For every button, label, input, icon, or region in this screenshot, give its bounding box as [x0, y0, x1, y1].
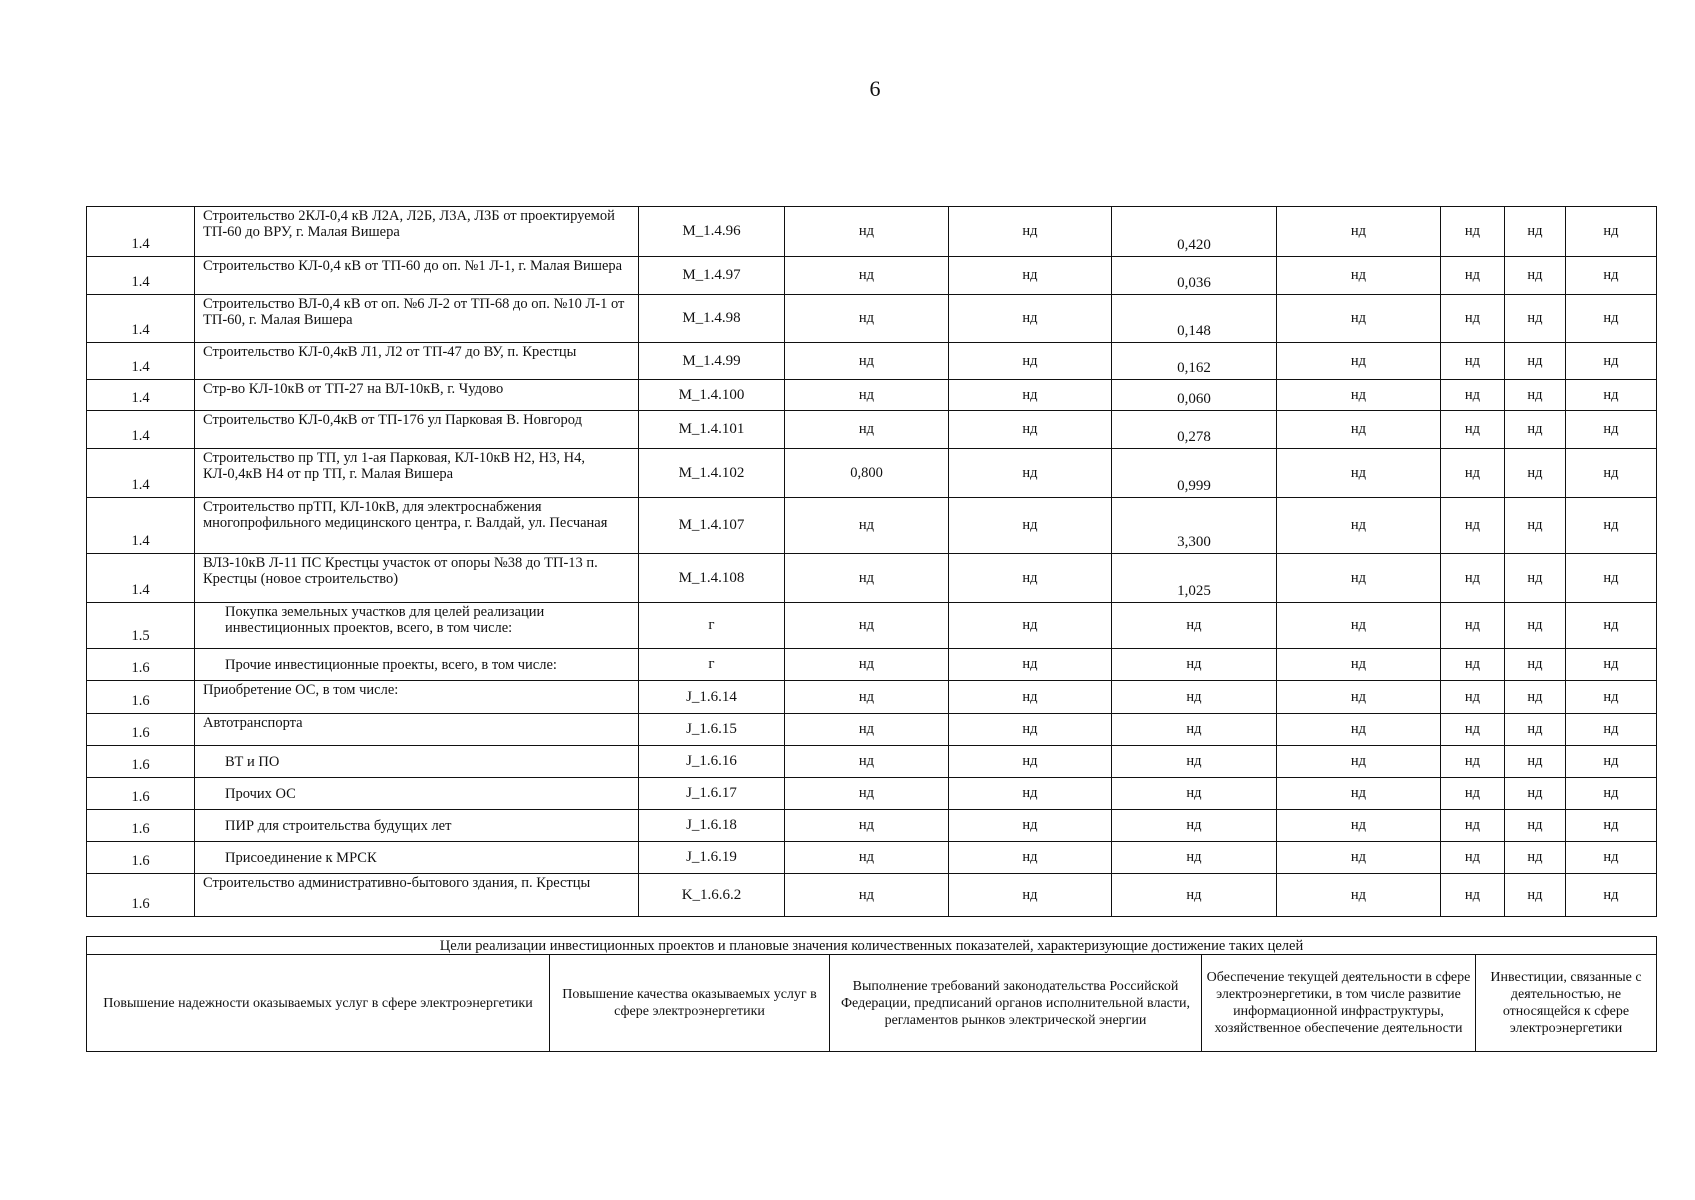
- table-row: [87, 778, 1657, 810]
- row-number: 1.4: [87, 380, 195, 411]
- value-cell: нд: [1566, 842, 1657, 874]
- project-code: М_1.4.102: [639, 449, 785, 498]
- page-number: 6: [869, 76, 881, 101]
- value-cell: нд: [1505, 649, 1566, 681]
- value-cell: нд: [785, 746, 949, 778]
- value-cell: нд: [949, 207, 1112, 257]
- value-cell: нд: [1441, 681, 1505, 714]
- value-cell: нд: [1566, 498, 1657, 554]
- row-number: 1.6: [87, 810, 195, 842]
- value-cell: нд: [785, 498, 949, 554]
- value-cell: нд: [1505, 681, 1566, 714]
- value-cell: нд: [1441, 714, 1505, 746]
- row-number: 1.6: [87, 714, 195, 746]
- value-cell: 0,420: [1112, 207, 1277, 257]
- project-code: J_1.6.18: [639, 810, 785, 842]
- value-cell: нд: [949, 295, 1112, 343]
- value-cell: нд: [785, 257, 949, 295]
- value-cell: нд: [1441, 778, 1505, 810]
- value-cell: нд: [1277, 207, 1441, 257]
- row-number: 1.4: [87, 343, 195, 380]
- project-name: Прочие инвестиционные проекты, всего, в том числе:: [195, 649, 639, 681]
- value-cell: нд: [1277, 257, 1441, 295]
- value-cell: нд: [1566, 714, 1657, 746]
- table-row: [87, 295, 1657, 343]
- row-number: 1.4: [87, 295, 195, 343]
- value-cell: нд: [1277, 449, 1441, 498]
- value-cell: нд: [1505, 714, 1566, 746]
- table-row: [87, 810, 1657, 842]
- value-cell: нд: [1441, 842, 1505, 874]
- table-row: [87, 874, 1657, 917]
- table-row: [87, 257, 1657, 295]
- project-name: ПИР для строительства будущих лет: [195, 810, 639, 842]
- row-number: 1.6: [87, 842, 195, 874]
- project-name: Покупка земельных участков для целей реализации инвестиционных проектов, всего, в том числе:: [195, 603, 639, 649]
- value-cell: 0,162: [1112, 343, 1277, 380]
- value-cell: нд: [1505, 257, 1566, 295]
- project-code: J_1.6.15: [639, 714, 785, 746]
- value-cell: нд: [1112, 681, 1277, 714]
- value-cell: 0,278: [1112, 411, 1277, 449]
- row-number: 1.4: [87, 449, 195, 498]
- value-cell: нд: [1277, 810, 1441, 842]
- table-row: [87, 498, 1657, 554]
- goals-table: [86, 936, 1657, 1052]
- value-cell: нд: [1566, 810, 1657, 842]
- project-name: Строительство 2КЛ-0,4 кВ Л2А, Л2Б, Л3А, Л3Б от проектируемой ТП-60 до ВРУ, г. Малая Вишера: [195, 207, 639, 257]
- table-row: [87, 746, 1657, 778]
- value-cell: нд: [1566, 380, 1657, 411]
- value-cell: нд: [785, 714, 949, 746]
- value-cell: нд: [1441, 449, 1505, 498]
- value-cell: нд: [1505, 874, 1566, 917]
- value-cell: нд: [1566, 449, 1657, 498]
- value-cell: нд: [949, 498, 1112, 554]
- value-cell: нд: [1112, 842, 1277, 874]
- project-code: J_1.6.16: [639, 746, 785, 778]
- value-cell: нд: [949, 681, 1112, 714]
- project-name: Строительство прТП, КЛ-10кВ, для электроснабжения многопрофильного медицинского центра, г. Валдай, ул. Песчаная: [195, 498, 639, 554]
- value-cell: нд: [949, 449, 1112, 498]
- project-name: Стр-во КЛ-10кВ от ТП-27 на ВЛ-10кВ, г. Чудово: [195, 380, 639, 411]
- value-cell: нд: [1566, 295, 1657, 343]
- row-number: 1.6: [87, 649, 195, 681]
- value-cell: нд: [1277, 649, 1441, 681]
- value-cell: нд: [1441, 746, 1505, 778]
- value-cell: нд: [1277, 778, 1441, 810]
- goal-non-energy-investments: Инвестиции, связанные с деятельностью, не относящейся к сфере электроэнергетики: [1476, 955, 1657, 1052]
- row-number: 1.4: [87, 411, 195, 449]
- value-cell: нд: [1277, 746, 1441, 778]
- table-row: [87, 681, 1657, 714]
- project-code: J_1.6.17: [639, 778, 785, 810]
- project-code: М_1.4.96: [639, 207, 785, 257]
- value-cell: нд: [1112, 649, 1277, 681]
- project-code: М_1.4.108: [639, 554, 785, 603]
- value-cell: нд: [949, 649, 1112, 681]
- table-row: [87, 554, 1657, 603]
- table-row: [87, 603, 1657, 649]
- value-cell: нд: [1112, 603, 1277, 649]
- project-code: г: [639, 603, 785, 649]
- value-cell: нд: [1112, 746, 1277, 778]
- value-cell: нд: [785, 810, 949, 842]
- row-number: 1.6: [87, 681, 195, 714]
- value-cell: 3,300: [1112, 498, 1277, 554]
- value-cell: нд: [949, 411, 1112, 449]
- goal-current-activity: Обеспечение текущей деятельности в сфере электроэнергетики, в том числе развитие информационной инфраструктуры, хозяйственное обеспечение деятельности: [1202, 955, 1476, 1052]
- table-row: [87, 714, 1657, 746]
- value-cell: нд: [949, 746, 1112, 778]
- table-row: [87, 649, 1657, 681]
- value-cell: нд: [1277, 603, 1441, 649]
- value-cell: нд: [1441, 554, 1505, 603]
- project-name: Присоединение к МРСК: [195, 842, 639, 874]
- project-name: Строительство административно-бытового здания, п. Крестцы: [195, 874, 639, 917]
- value-cell: нд: [1505, 554, 1566, 603]
- row-number: 1.5: [87, 603, 195, 649]
- project-name: Строительство пр ТП, ул 1-ая Парковая, КЛ-10кВ Н2, Н3, Н4, КЛ-0,4кВ Н4 от пр ТП, г. Малая Вишера: [195, 449, 639, 498]
- value-cell: нд: [949, 842, 1112, 874]
- goal-quality: Повышение качества оказываемых услуг в сфере электроэнергетики: [550, 955, 830, 1052]
- row-number: 1.4: [87, 207, 195, 257]
- value-cell: нд: [1441, 380, 1505, 411]
- value-cell: нд: [785, 380, 949, 411]
- value-cell: нд: [1566, 554, 1657, 603]
- project-code: М_1.4.99: [639, 343, 785, 380]
- project-code: М_1.4.98: [639, 295, 785, 343]
- value-cell: нд: [1505, 746, 1566, 778]
- value-cell: нд: [1505, 810, 1566, 842]
- value-cell: нд: [785, 411, 949, 449]
- value-cell: нд: [785, 554, 949, 603]
- project-name: ВЛЗ-10кВ Л-11 ПС Крестцы участок от опоры №38 до ТП-13 п. Крестцы (новое строительство): [195, 554, 639, 603]
- value-cell: нд: [1112, 810, 1277, 842]
- value-cell: нд: [1505, 207, 1566, 257]
- value-cell: 0,800: [785, 449, 949, 498]
- value-cell: нд: [785, 778, 949, 810]
- value-cell: нд: [1277, 874, 1441, 917]
- value-cell: 0,148: [1112, 295, 1277, 343]
- value-cell: нд: [1441, 649, 1505, 681]
- project-name: Приобретение ОС, в том числе:: [195, 681, 639, 714]
- value-cell: нд: [1441, 603, 1505, 649]
- value-cell: 0,036: [1112, 257, 1277, 295]
- project-name: Строительство КЛ-0,4 кВ от ТП-60 до оп. №1 Л-1, г. Малая Вишера: [195, 257, 639, 295]
- value-cell: нд: [1441, 810, 1505, 842]
- value-cell: нд: [1441, 295, 1505, 343]
- value-cell: нд: [1566, 207, 1657, 257]
- value-cell: нд: [1566, 681, 1657, 714]
- value-cell: нд: [949, 380, 1112, 411]
- value-cell: нд: [949, 257, 1112, 295]
- value-cell: нд: [949, 874, 1112, 917]
- table-row: [87, 842, 1657, 874]
- value-cell: нд: [785, 343, 949, 380]
- value-cell: нд: [1566, 649, 1657, 681]
- row-number: 1.4: [87, 498, 195, 554]
- value-cell: нд: [1441, 207, 1505, 257]
- value-cell: нд: [1566, 746, 1657, 778]
- project-code: K_1.6.6.2: [639, 874, 785, 917]
- value-cell: нд: [1112, 778, 1277, 810]
- investment-projects-table: [86, 206, 1657, 917]
- value-cell: нд: [1441, 874, 1505, 917]
- project-code: М_1.4.107: [639, 498, 785, 554]
- value-cell: нд: [1566, 411, 1657, 449]
- value-cell: 0,999: [1112, 449, 1277, 498]
- value-cell: нд: [949, 603, 1112, 649]
- goal-reliability: Повышение надежности оказываемых услуг в сфере электроэнергетики: [87, 955, 550, 1052]
- value-cell: нд: [785, 681, 949, 714]
- project-code: М_1.4.100: [639, 380, 785, 411]
- project-name: Прочих ОС: [195, 778, 639, 810]
- value-cell: нд: [1505, 449, 1566, 498]
- value-cell: нд: [1566, 257, 1657, 295]
- value-cell: нд: [1441, 343, 1505, 380]
- value-cell: нд: [1277, 842, 1441, 874]
- value-cell: нд: [949, 343, 1112, 380]
- value-cell: нд: [1112, 714, 1277, 746]
- value-cell: нд: [1277, 295, 1441, 343]
- value-cell: нд: [1505, 295, 1566, 343]
- value-cell: нд: [1566, 874, 1657, 917]
- project-code: J_1.6.14: [639, 681, 785, 714]
- value-cell: нд: [1277, 411, 1441, 449]
- value-cell: нд: [1277, 498, 1441, 554]
- value-cell: 1,025: [1112, 554, 1277, 603]
- project-name: Строительство ВЛ-0,4 кВ от оп. №6 Л-2 от ТП-68 до оп. №10 Л-1 от ТП-60, г. Малая Вишера: [195, 295, 639, 343]
- table-row: [87, 343, 1657, 380]
- value-cell: нд: [1505, 411, 1566, 449]
- project-code: М_1.4.97: [639, 257, 785, 295]
- table-row: [87, 207, 1657, 257]
- project-name: ВТ и ПО: [195, 746, 639, 778]
- value-cell: нд: [1505, 842, 1566, 874]
- value-cell: нд: [785, 603, 949, 649]
- project-code: М_1.4.101: [639, 411, 785, 449]
- table-row: [87, 449, 1657, 498]
- value-cell: нд: [1505, 343, 1566, 380]
- value-cell: нд: [785, 207, 949, 257]
- row-number: 1.6: [87, 778, 195, 810]
- value-cell: нд: [1441, 257, 1505, 295]
- value-cell: нд: [1277, 714, 1441, 746]
- value-cell: нд: [1277, 380, 1441, 411]
- value-cell: нд: [1277, 554, 1441, 603]
- value-cell: нд: [1566, 778, 1657, 810]
- value-cell: нд: [785, 874, 949, 917]
- value-cell: нд: [1566, 603, 1657, 649]
- value-cell: нд: [785, 649, 949, 681]
- value-cell: нд: [1566, 343, 1657, 380]
- value-cell: нд: [1441, 411, 1505, 449]
- table-row: [87, 380, 1657, 411]
- goals-caption: Цели реализации инвестиционных проектов и плановые значения количественных показателей, характеризующие достижение таких целей: [87, 937, 1657, 955]
- value-cell: нд: [1505, 778, 1566, 810]
- row-number: 1.4: [87, 554, 195, 603]
- project-code: г: [639, 649, 785, 681]
- value-cell: нд: [949, 810, 1112, 842]
- row-number: 1.6: [87, 746, 195, 778]
- value-cell: нд: [949, 714, 1112, 746]
- table-row: [87, 411, 1657, 449]
- project-name: Автотранспорта: [195, 714, 639, 746]
- value-cell: нд: [1112, 874, 1277, 917]
- value-cell: нд: [1277, 681, 1441, 714]
- project-code: J_1.6.19: [639, 842, 785, 874]
- value-cell: нд: [785, 295, 949, 343]
- value-cell: нд: [1505, 603, 1566, 649]
- project-name: Строительство КЛ-0,4кВ от ТП-176 ул Парковая В. Новгород: [195, 411, 639, 449]
- row-number: 1.4: [87, 257, 195, 295]
- value-cell: нд: [1505, 380, 1566, 411]
- value-cell: нд: [1277, 343, 1441, 380]
- value-cell: нд: [1441, 498, 1505, 554]
- value-cell: нд: [1505, 498, 1566, 554]
- value-cell: нд: [949, 554, 1112, 603]
- row-number: 1.6: [87, 874, 195, 917]
- value-cell: нд: [949, 778, 1112, 810]
- value-cell: 0,060: [1112, 380, 1277, 411]
- project-name: Строительство КЛ-0,4кВ Л1, Л2 от ТП-47 до ВУ, п. Крестцы: [195, 343, 639, 380]
- goal-legal-requirements: Выполнение требований законодательства Российской Федерации, предписаний органов исполнительной власти, регламентов рынков электрической энергии: [830, 955, 1202, 1052]
- value-cell: нд: [785, 842, 949, 874]
